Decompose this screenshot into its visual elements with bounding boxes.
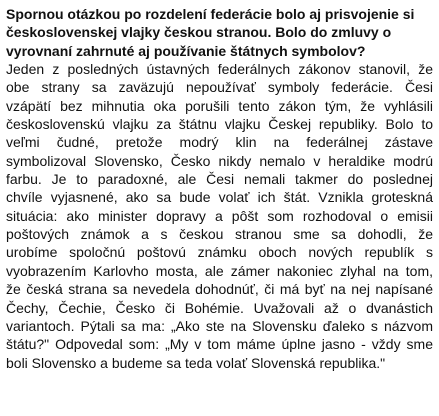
answer-line: symbolizoval Slovensko, Česko nikdy nemalo v heraldike modrú: [6, 152, 433, 169]
answer-line: veľmi čudné, pretože modrý klin na federálnej zástave: [6, 134, 433, 151]
answer-line: vyobrazením Karlovho mosta, ale zámer nakoniec zlyhal na tom,: [6, 262, 433, 279]
answer-line: obe strany sa zaväzujú nepoužívať symboly federácie. Česi: [6, 79, 433, 96]
answer-line: Jeden z posledných ústavných federálnych zákonov stanovil, že: [6, 61, 433, 78]
answer-line: farbu. Je to paradoxné, ale Česi nemali takmer do poslednej: [6, 171, 433, 188]
answer-line: vzápätí bez mihnutia oka porušili tento zákon tým, že vyhlásili: [6, 97, 433, 114]
question-line: Spornou otázkou po rozdelení federácie bolo aj prisvojenie si: [6, 6, 415, 22]
answer-line: variantoch. Pýtali sa ma: „Ako ste na Slovensku ďaleko s názvom: [6, 317, 433, 334]
question-line: československej vlajky českou stranou. Bolo do zmluvy o: [6, 24, 392, 41]
answer-line: poštových známok a s českou stranou sme sa dohodli, že: [6, 226, 433, 243]
answer-line: chvíle vyjasnené, ako sa bude volať ich štát. Vznikla groteskná: [6, 189, 433, 206]
answer-line: štátu?" Odpovedal som: „My v tom máme úplne jasno - vždy sme: [6, 336, 433, 353]
answer-line: československú vlajku za štátnu vlajku Českej republiky. Bolo to: [6, 116, 433, 133]
answer-line: Čechy, Čechie, Česko či Bohémie. Uvažovali až o dvanástich: [6, 299, 433, 316]
interview-question: [6, 5, 433, 60]
interview-answer: [6, 60, 433, 372]
answer-line: urobíme spoločnú poštovú známku oboch nových republík s: [6, 244, 433, 261]
answer-line: že česká strana sa nevedela dohodnúť, či má byť na nej napísané: [6, 281, 433, 298]
answer-line: situácia: ako minister dopravy a pôšt som rozhodoval o emisii: [6, 207, 433, 224]
answer-line: boli Slovensko a budeme sa teda volať Slovenská republika.": [6, 354, 386, 371]
question-line: vyrovnaní zahrnuté aj používanie štátnych symbolov?: [6, 42, 366, 59]
